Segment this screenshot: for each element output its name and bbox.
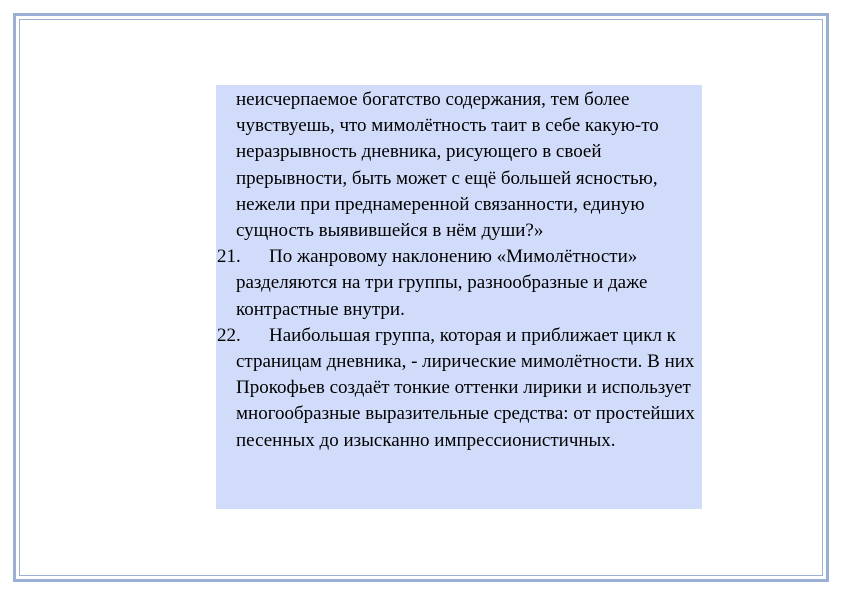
list-item-21 (216, 244, 702, 323)
continuation-paragraph: неисчерпаемое богатство содержания, тем более чувствуешь, что мимолётность таит в себе какую-то неразрывность дневника, рисующего в своей прерывности, быть может с ещё большей ясностью, нежели при преднамеренной связанности, единую сущность выявившейся в нём души?» (236, 89, 659, 242)
list-item-number: 22. (217, 324, 241, 346)
list-item-text: Наибольшая группа, которая и приближает цикл к страницам дневника, - лирические мимолётности. В них Прокофьев создаёт тонкие оттенки лирики и использует многообразные выразительные средства: от простейших песенных до изысканно импрессионистичных. (236, 324, 695, 451)
list-item-text: По жанровому наклонению «Мимолётности» разделяются на три группы, разнообразные и даже контрастные внутри. (236, 246, 648, 320)
list-item-22 (216, 323, 702, 454)
list-item-number: 21. (217, 246, 241, 268)
text-content-box (216, 85, 702, 509)
